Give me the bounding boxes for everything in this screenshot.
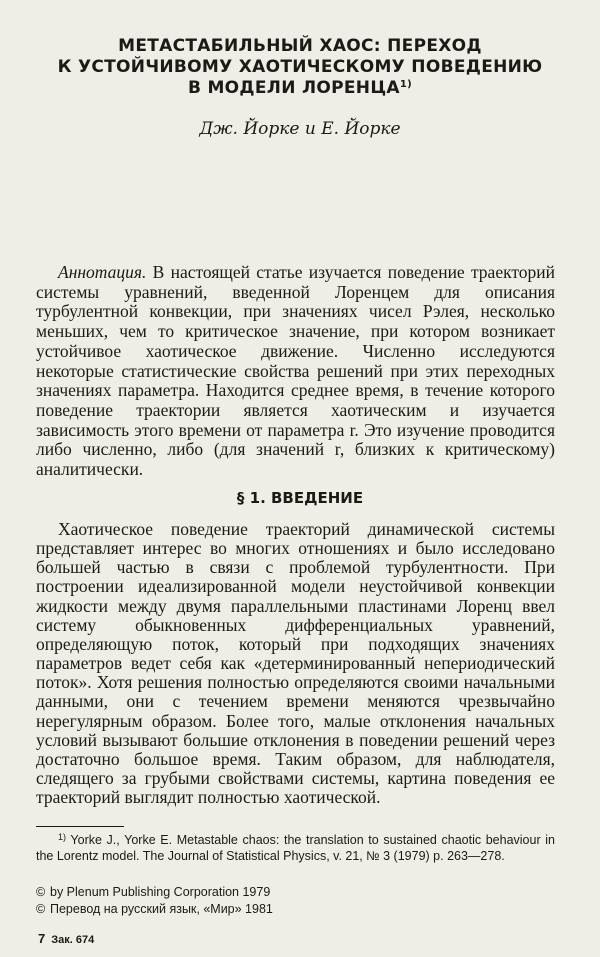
footnote-divider [36, 826, 124, 827]
title-line-3 [40, 78, 560, 99]
title-footnote-marker: 1) [399, 79, 412, 90]
copyright-original [36, 884, 555, 900]
abstract-text: В настоящей статье изучается поведение траекторий системы уравнений, введенной Лоренцем для описания турбулентной конвекции, при значениях чисел Рэлея, несколько меньших, чем то критическое значение, при котором возникает устойчивое хаотическое движение. Численно исследуются некоторые статистические свойства решений при этих переходных значениях параметра. Находится среднее время, в течение которого поведение траектории является хаотическим и изучается зависимость этого времени от параметра r. Это изучение проводится либо численно, либо (для значений r, близких к критическому) аналитически. [36, 262, 556, 480]
article-title [40, 36, 560, 99]
section-body [36, 520, 555, 807]
footnote [36, 832, 555, 864]
print-signature [38, 932, 94, 947]
title-line-1: МЕТАСТАБИЛЬНЫЙ ХАОС: ПЕРЕХОД [118, 36, 482, 56]
copyright-translation [36, 901, 555, 917]
signature-order: Зак. 674 [51, 934, 95, 946]
copyright-icon: © [36, 885, 46, 899]
abstract [36, 263, 555, 480]
abstract-label: Аннотация. [58, 262, 147, 282]
footnote-marker: 1) [58, 832, 67, 842]
section-paragraph: Хаотическое поведение траекторий динамической системы представляет интерес во многих отношениях и было исследовано большей частью в связи с проблемой турбулентности. При построении идеализированной модели неустойчивой конвекции жидкости между двумя параллельными пластинами Лоренц ввел систему обыкновенных дифференциальных уравнений, определяющую поток, который при подходящих значениях параметров ведет себя как «детерминированный непериодический поток». Хотя решения полностью определяются своими начальными данными, они с течением времени меняются чрезвычайно нерегулярным образом. Более того, малые отклонения начальных условий вызывают большие отклонения в поведении решений через достаточно большое время. Таким образом, для наблюдателя, следящего за грубыми свойствами системы, картина поведения ее траекторий выглядит полностью хаотической. [36, 519, 555, 808]
copyright-translation-text: Перевод на русский язык, «Мир» 1981 [50, 902, 273, 916]
footnote-text: Yorke J., Yorke E. Metastable chaos: the translation to sustained chaotic behaviour in the Lorentz model. The Journal of Statistical Physics, v. 21, № 3 (1979) p. 263—278. [36, 833, 555, 863]
signature-number: 7 [38, 931, 46, 946]
title-line-2: К УСТОЙЧИВОМУ ХАОТИЧЕСКОМУ ПОВЕДЕНИЮ [57, 57, 543, 77]
title-line-3-text: В МОДЕЛИ ЛОРЕНЦА [187, 78, 400, 98]
copyright-original-text: by Plenum Publishing Corporation 1979 [50, 885, 271, 899]
article-authors: Дж. Йорке и Е. Йорке [199, 119, 401, 139]
section-heading: § 1. ВВЕДЕНИЕ [236, 489, 364, 507]
copyright-icon: © [36, 902, 46, 916]
